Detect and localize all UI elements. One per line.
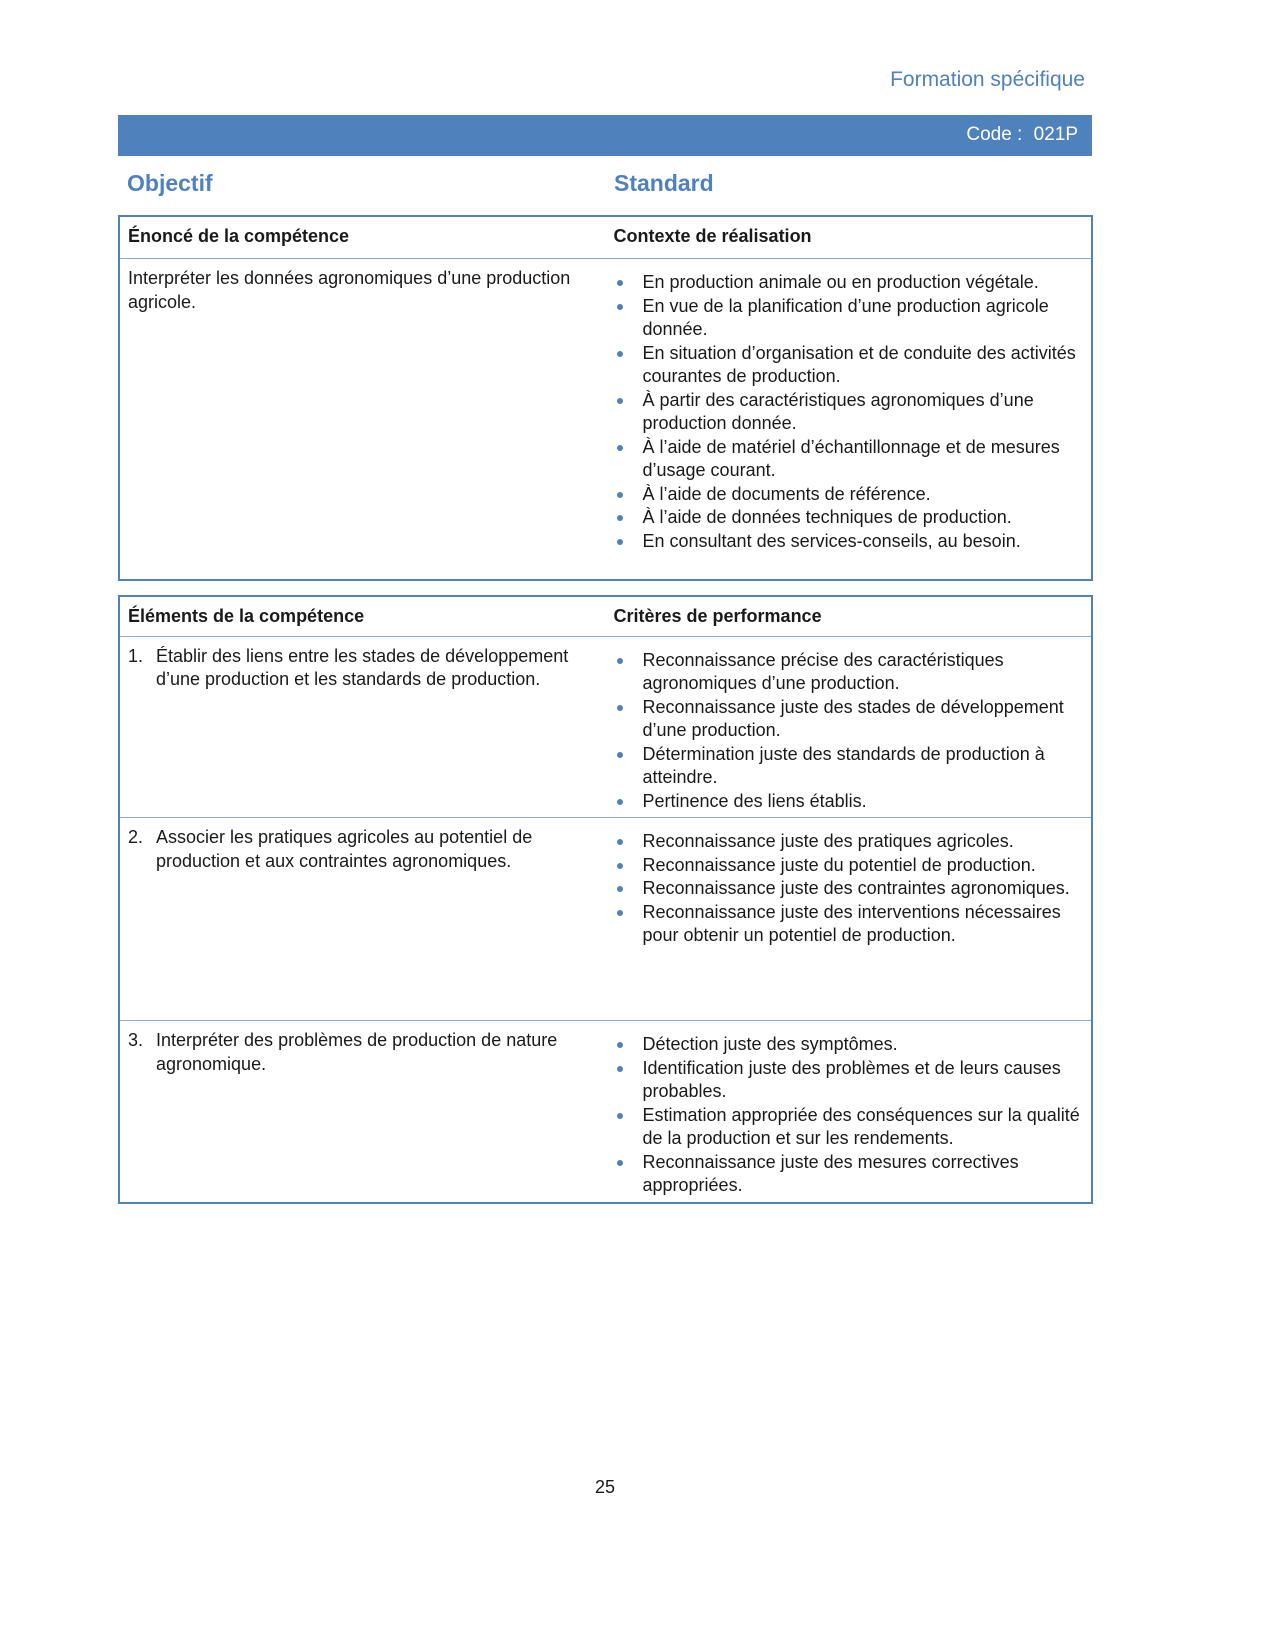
table-row: [119, 636, 1092, 818]
code-bar: [118, 115, 1092, 156]
criteria-item: Détection juste des symptômes.: [614, 1033, 1084, 1057]
page-number: 25: [594, 1477, 616, 1497]
criteria-item: Reconnaissance précise des caractéristiques agronomiques d’une production.: [614, 649, 1084, 696]
section-standard: Standard: [614, 170, 714, 196]
context-item: En vue de la planification d’une production agricole donnée.: [614, 295, 1084, 342]
criteria-item: Estimation appropriée des conséquences sur la qualité de la production et sur les rendements.: [614, 1104, 1084, 1151]
element-text: Établir des liens entre les stades de développement d’une production et les standards de production.: [156, 645, 569, 689]
section-objectif: Objectif: [127, 170, 213, 196]
code-label: Code :: [966, 124, 1023, 145]
competence-table: [118, 215, 1093, 581]
context-item: À l’aide de matériel d’échantillonnage et de mesures d’usage courant.: [614, 436, 1084, 483]
col-header-elements: Éléments de la compétence: [119, 596, 606, 636]
col-header-context: Contexte de réalisation: [606, 216, 1093, 259]
col-header-criteria: Critères de performance: [606, 596, 1093, 636]
element-number: 1.: [128, 645, 144, 666]
element-item: [128, 645, 598, 692]
code-value: 021P: [1033, 124, 1078, 145]
competence-statement: Interpréter les données agronomiques d’une production agricole.: [128, 268, 571, 312]
criteria-item: Pertinence des liens établis.: [614, 790, 1084, 814]
running-title: Formation spécifique: [890, 68, 1085, 91]
criteria-item: Reconnaissance juste des mesures correctives appropriées.: [614, 1151, 1084, 1198]
context-item: En situation d’organisation et de conduite des activités courantes de production.: [614, 342, 1084, 389]
element-text: Associer les pratiques agricoles au potentiel de production et aux contraintes agronomiques.: [156, 827, 533, 871]
criteria-item: Reconnaissance juste des interventions nécessaires pour obtenir un potentiel de production.: [614, 901, 1084, 948]
element-number: 2.: [128, 827, 144, 847]
element-item: [128, 1029, 598, 1076]
criteria-item: Détermination juste des standards de production à atteindre.: [614, 743, 1084, 790]
criteria-list: [614, 649, 1084, 814]
criteria-item: Reconnaissance juste des contraintes agronomiques.: [614, 877, 1084, 901]
criteria-item: Reconnaissance juste du potentiel de production.: [614, 854, 1084, 878]
elements-table: [118, 595, 1093, 1204]
context-list: [614, 271, 1084, 553]
context-item: En consultant des services-conseils, au besoin.: [614, 530, 1084, 554]
table-row: [119, 1021, 1092, 1203]
element-number: 3.: [128, 1030, 144, 1050]
context-item: À partir des caractéristiques agronomiques d’une production donnée.: [614, 389, 1084, 436]
criteria-list: [614, 830, 1084, 948]
table-row: [119, 818, 1092, 1021]
criteria-list: [614, 1033, 1084, 1198]
col-header-statement: Énoncé de la compétence: [119, 216, 606, 259]
element-item: [128, 826, 598, 873]
element-text: Interpréter des problèmes de production de nature agronomique.: [156, 1030, 558, 1074]
context-item: En production animale ou en production végétale.: [614, 271, 1084, 295]
criteria-item: Reconnaissance juste des stades de développement d’une production.: [614, 696, 1084, 743]
criteria-item: Reconnaissance juste des pratiques agricoles.: [614, 830, 1084, 854]
context-item: À l’aide de documents de référence.: [614, 483, 1084, 507]
criteria-item: Identification juste des problèmes et de leurs causes probables.: [614, 1057, 1084, 1104]
context-item: À l’aide de données techniques de production.: [614, 506, 1084, 530]
